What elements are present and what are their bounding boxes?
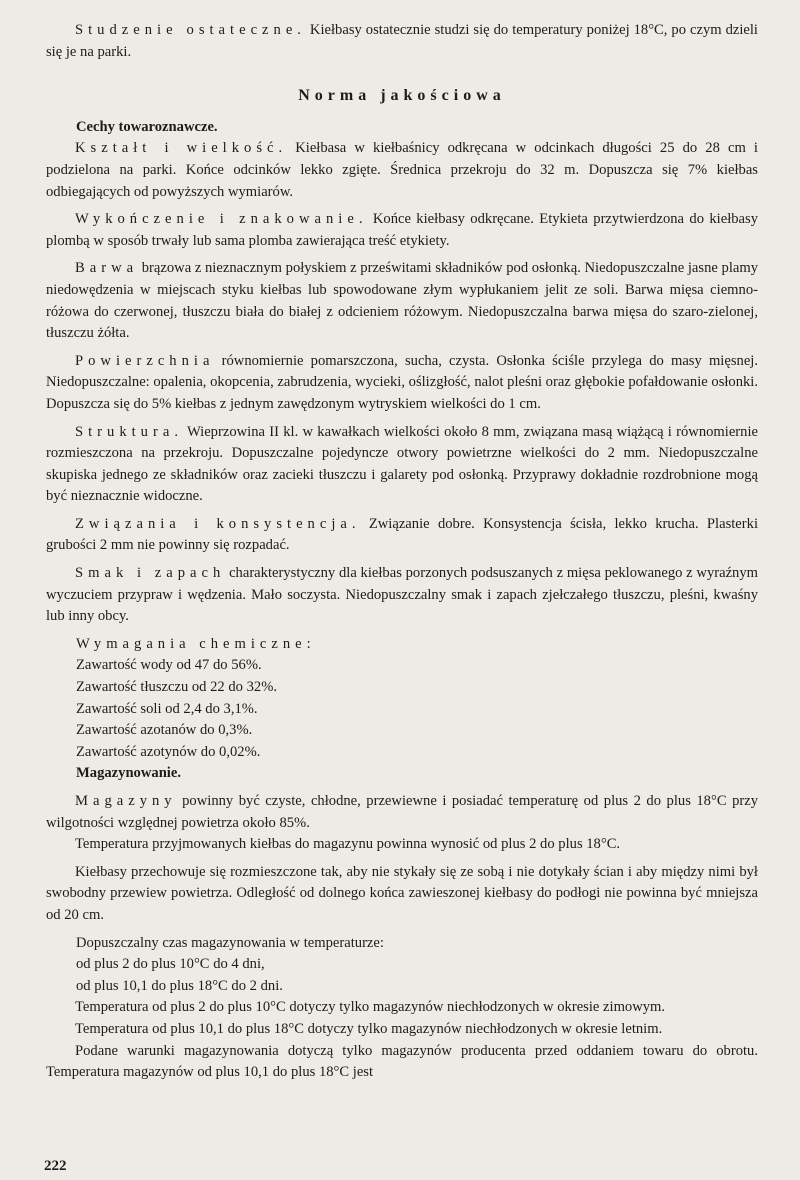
subheading-features: Cechy towaroznawcze. <box>76 118 218 135</box>
paragraph-text: Kiełbasy ostatecznie studzi się do temperatury poniżej 18°C, po czym dzieli się je na parki. <box>46 22 758 60</box>
paragraph-taste <box>46 563 758 628</box>
paragraph-shape <box>46 138 758 203</box>
paragraph-summer: Temperatura od plus 10,1 do plus 18°C dotyczy tylko magazynów niechłodzonych w okresie letnim. <box>75 1020 663 1037</box>
paragraph-text: Kiełbasa w kiełbaśnicy odkręcana w odcinkach długości 25 do 28 cm i podzielona na parki. Końce odcinków lekko zgięte. Średnica przekroju do 32 m. Dopuszcza się 7% kiełbas odbiegających od powyższych wymiarów. <box>46 140 758 200</box>
chemical-title: Wymagania chemiczne: <box>76 635 316 652</box>
list-item: Zawartość tłuszczu od 22 do 32%. <box>76 679 278 696</box>
paragraph-color <box>46 258 758 344</box>
page-body <box>46 20 758 1084</box>
paragraph-consistency <box>46 514 758 557</box>
spaced-lead: Barwa <box>75 260 139 277</box>
spaced-lead: Związania i konsystencja. <box>75 515 361 532</box>
spaced-lead: Smak i zapach <box>75 565 226 582</box>
paragraph-warehouses <box>46 791 758 834</box>
paragraph-conditions: Podane warunki magazynowania dotyczą tylko magazynów producenta przed oddaniem towaru do obrotu. Temperatura magazynów od plus 10,1 do plus 18°C jest <box>46 1042 758 1081</box>
spaced-lead: Kształt i wielkość. <box>75 140 288 157</box>
spaced-lead: Magazyny <box>75 793 177 809</box>
list-item: od plus 2 do plus 10°C do 4 dni, <box>76 956 265 973</box>
paragraph-text: brązowa z nieznacznym połyskiem z prześwitami składników pod osłonką. Niedopuszczalne jasne plamy niedowędzenia w miejscach styku kiełbas lub spowodowane złym wypłukaniem jelit ze soli. Barwa mięsa ciemno-różowa do czerwonej, tłuszczu biała do białej z odcieniem różowym. Niedopuszczalna barwa mięsa do szaro-zielonej, tłuszczu żółta. <box>46 260 758 342</box>
list-item: Zawartość wody od 47 do 56%. <box>76 657 262 674</box>
section-heading: Norma jakościowa <box>298 87 506 105</box>
storage-time-title: Dopuszczalny czas magazynowania w temperaturze: <box>76 934 384 951</box>
paragraph-placement: Kiełbasy przechowuje się rozmieszczone tak, aby nie stykały się ze sobą i nie dotykały ścian i aby między nimi był swobodny przewiew powietrza. Odległość od dolnego końca zawieszonej kiełbasy do podłogi nie powinna być mniejsza od 20 cm. <box>46 863 758 923</box>
paragraph-cooling <box>46 20 758 63</box>
list-item: od plus 10,1 do plus 18°C do 2 dni. <box>76 977 283 994</box>
subheading-storage: Magazynowanie. <box>76 765 181 782</box>
spaced-lead: Powierzchnia <box>75 352 215 369</box>
list-item: Zawartość azotanów do 0,3%. <box>76 722 253 739</box>
paragraph-text: Końce kiełbasy odkręcane. Etykieta przytwierdzona do kiełbasy plombą w sposób trwały lub sama plomba zawierająca treść etykiety. <box>46 211 758 249</box>
spaced-lead: Studzenie ostateczne. <box>75 22 306 38</box>
paragraph-intake-temp: Temperatura przyjmowanych kiełbas do magazynu powinna wynosić od plus 2 do plus 18°C. <box>75 836 621 853</box>
paragraph-text: charakterystyczny dla kiełbas porzonych podsuszanych z mięsa peklowanego z wyraźnym wyczuciem przypraw i wędzenia. Mało soczysta. Niedopuszczalny smak i zapach zjełczałego tłuszczu, pleśni, kwaśny lub inny obcy. <box>46 565 758 625</box>
storage-time <box>46 933 758 998</box>
paragraph-surface <box>46 351 758 416</box>
paragraph-text: Związanie dobre. Konsystencja ścisła, lekko krucha. Plasterki grubości 2 mm nie powinny się rozpadać. <box>46 515 758 554</box>
paragraph-structure <box>46 422 758 508</box>
list-item: Zawartość azotynów do 0,02%. <box>76 743 261 760</box>
list-item: Zawartość soli od 2,4 do 3,1%. <box>76 700 258 717</box>
chemical-requirements <box>46 634 758 764</box>
paragraph-finish <box>46 209 758 252</box>
paragraph-winter: Temperatura od plus 2 do plus 10°C dotyczy tylko magazynów niechłodzonych w okresie zimowym. <box>75 999 666 1016</box>
spaced-lead: Wykończenie i znakowanie. <box>75 211 368 228</box>
page-number: 222 <box>44 1158 67 1174</box>
paragraph-text: powinny być czyste, chłodne, przewiewne i posiadać temperaturę od plus 2 do plus 18°C przy wilgotności względnej powietrza około 85%. <box>46 793 758 831</box>
paragraph-text: równomiernie pomarszczona, sucha, czysta. Osłonka ściśle przylega do masy mięsnej. Niedopuszczalne: opalenia, okopcenia, zabrudzenia, wycieki, oślizgłość, nalot pleśni oraz głębokie pofałdowanie osłonki. Dopuszcza się do 5% kiełbas z jednym zawędzonym wytryskiem wielkości do 1 cm. <box>46 352 759 412</box>
paragraph-text: Wieprzowina II kl. w kawałkach wielkości około 8 mm, związana masą wiążącą i równomiernie rozmieszczona na przekroju. Dopuszczalne pojedyncze otwory powietrzne wielkości do 2 mm. Niedopuszczalne skupiska jednego ze składników oraz zacieki tłuszczu i galarety pod osłonką. Przyprawy dokładnie rozdrobnione mogą być nieznacznie widoczne. <box>46 423 758 505</box>
spaced-lead: Struktura. <box>75 423 183 440</box>
